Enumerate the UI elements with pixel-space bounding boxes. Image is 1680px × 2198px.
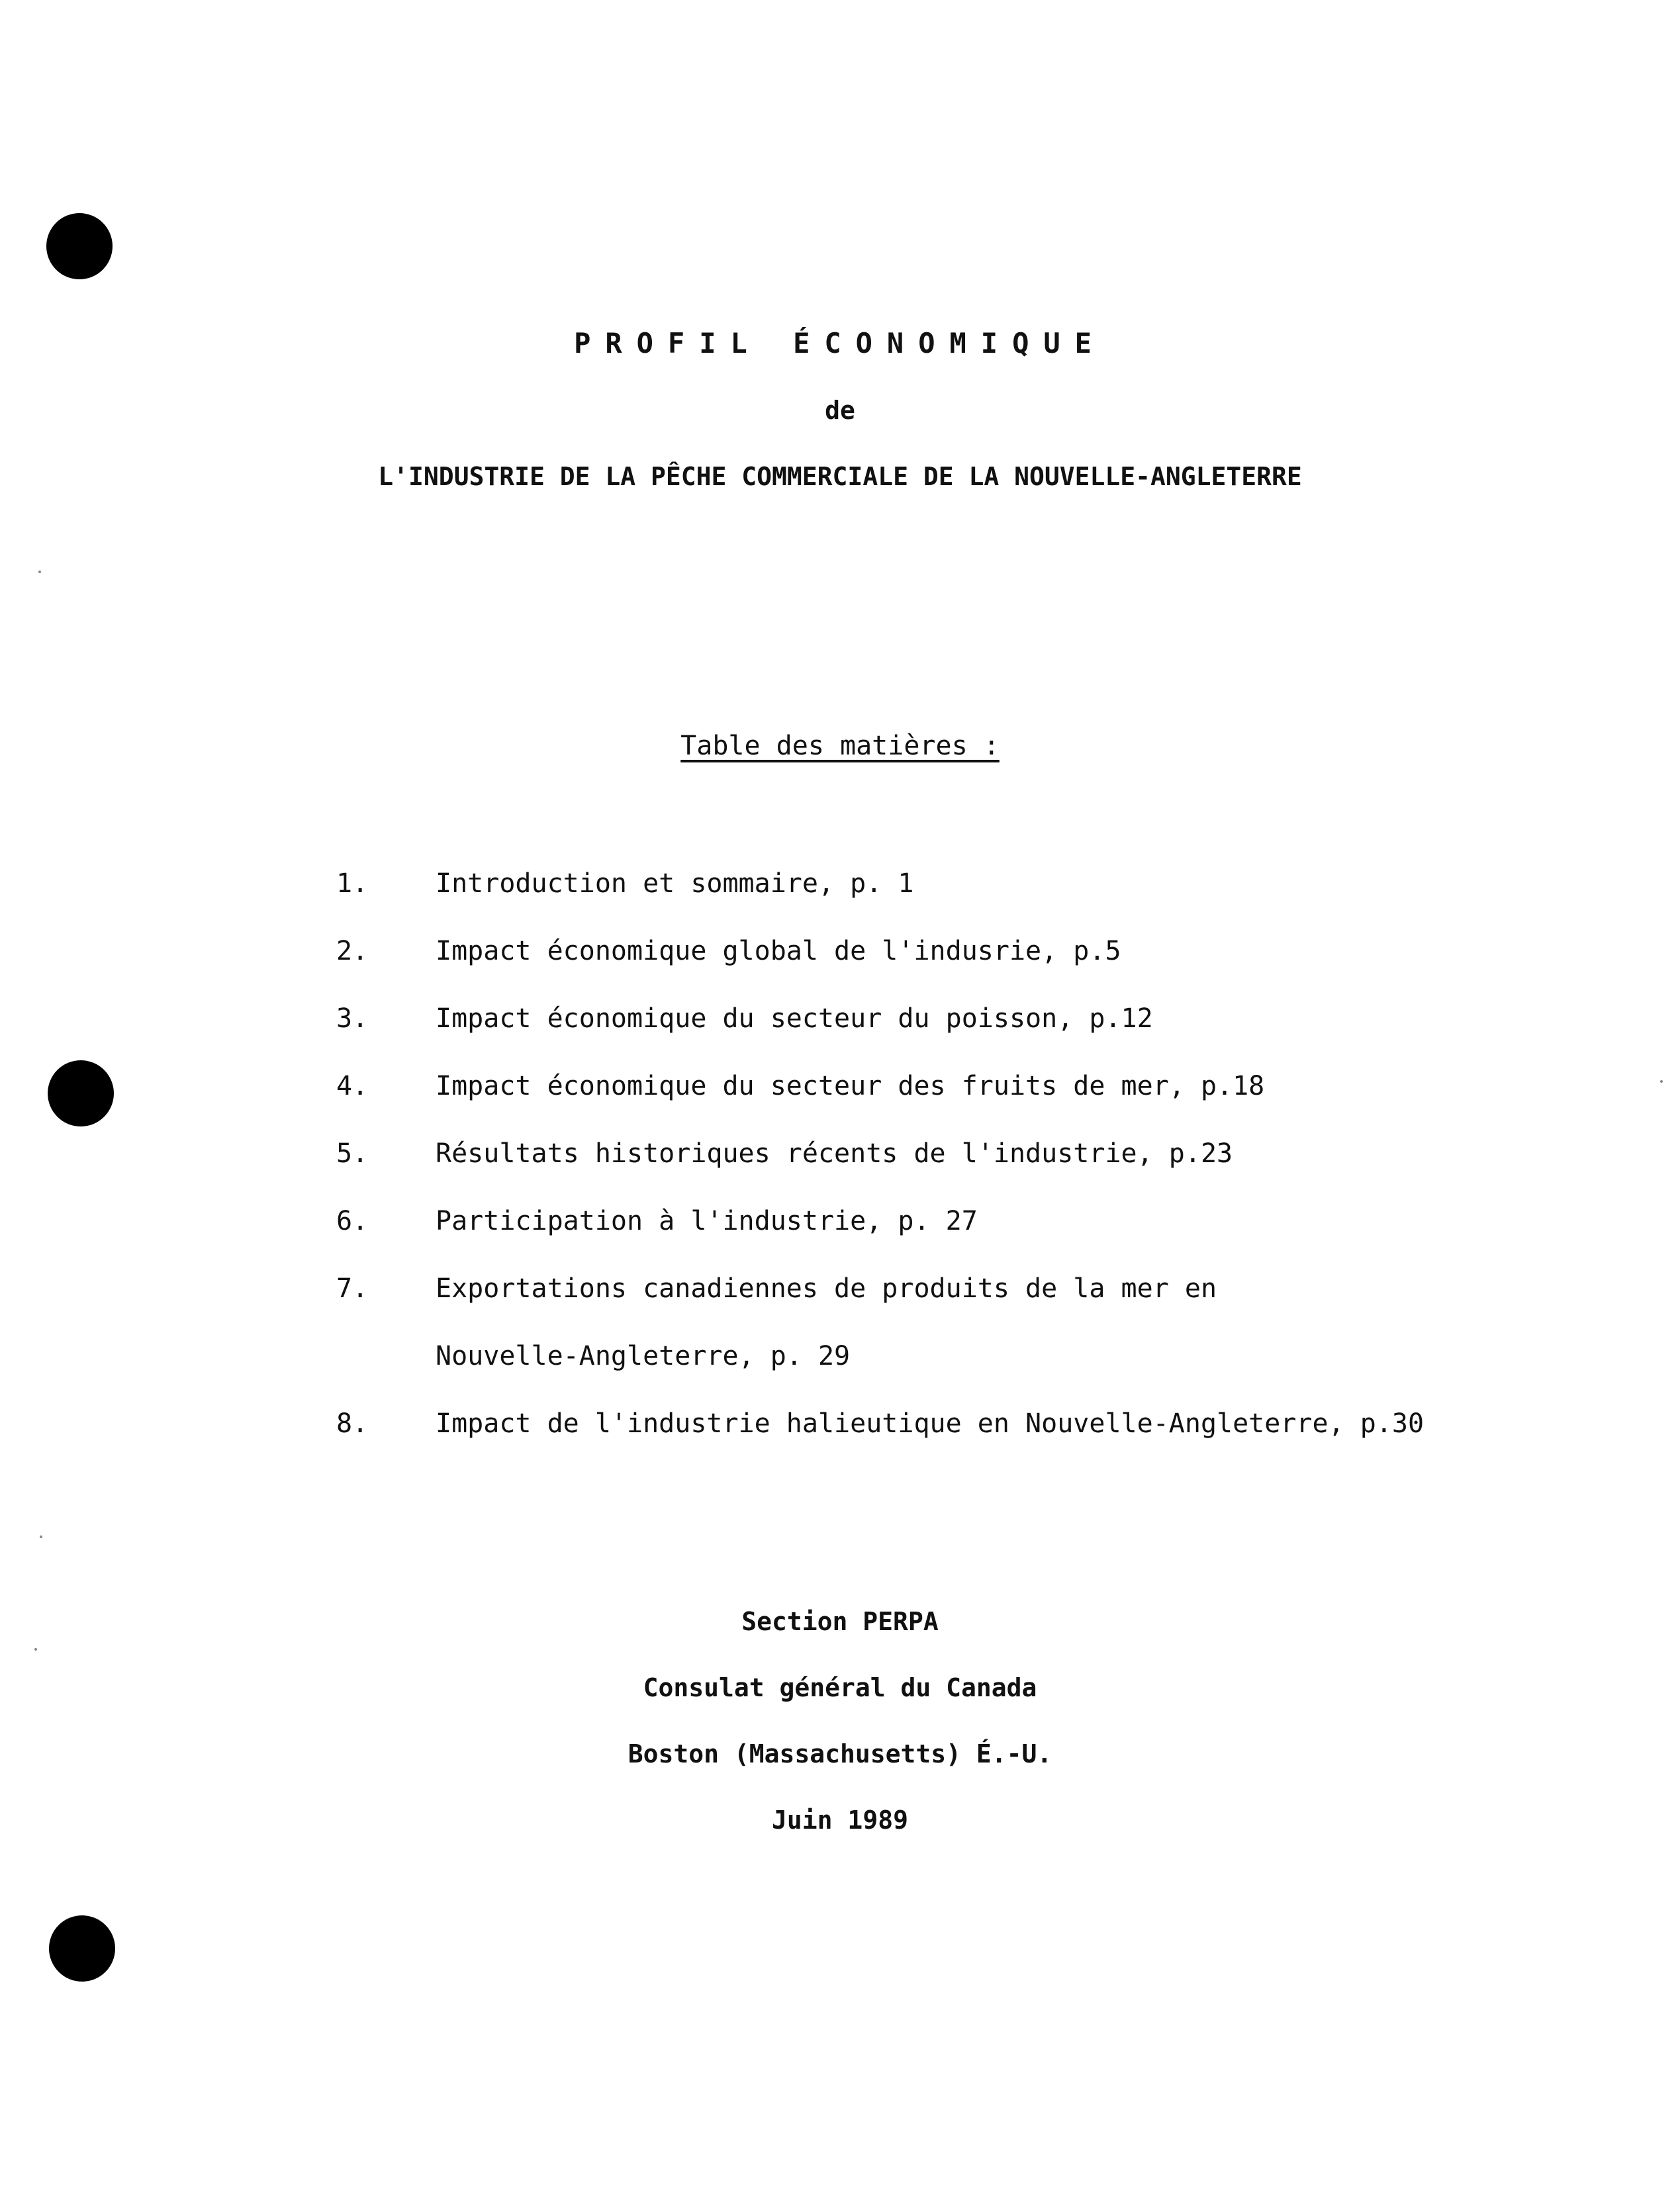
- toc-item-text: Nouvelle-Angleterre, p. 29: [436, 1341, 851, 1371]
- toc-item-number: 8.: [336, 1408, 369, 1439]
- footer-location: Boston (Massachusetts) É.-U.: [628, 1739, 1052, 1768]
- toc-item-number: 1.: [336, 868, 369, 899]
- punch-hole-top: [46, 213, 113, 279]
- toc-item-number: 4.: [336, 1071, 369, 1101]
- toc-item-number: 7.: [336, 1273, 369, 1304]
- toc-heading: Table des matières :: [680, 731, 1000, 761]
- toc-item-text: Résultats historiques récents de l'industrie, p.23: [436, 1138, 1233, 1169]
- punch-hole-middle: [48, 1060, 114, 1126]
- footer-date: Juin 1989: [772, 1806, 908, 1835]
- toc-item-number: 3.: [336, 1003, 369, 1034]
- scan-speck: [34, 1648, 37, 1651]
- toc-item-text: Impact économique du secteur du poisson, p.12: [436, 1003, 1153, 1034]
- toc-item-text: Impact économique global de l'indusrie, p.5: [436, 936, 1121, 966]
- toc-item-number: 6.: [336, 1206, 369, 1236]
- scan-speck: [40, 1535, 42, 1538]
- document-title: PROFIL ÉCONOMIQUE: [574, 327, 1106, 359]
- document-subtitle: L'INDUSTRIE DE LA PÊCHE COMMERCIALE DE LA NOUVELLE-ANGLETERRE: [378, 462, 1302, 491]
- footer-section: Section PERPA: [741, 1607, 939, 1636]
- title-connector: de: [825, 396, 855, 425]
- toc-item-text: Participation à l'industrie, p. 27: [436, 1206, 978, 1236]
- footer-organization: Consulat général du Canada: [643, 1673, 1037, 1702]
- toc-item-number: 2.: [336, 936, 369, 966]
- scan-speck: [38, 571, 41, 573]
- toc-item-text: Introduction et sommaire, p. 1: [436, 868, 914, 899]
- toc-item-text: Impact de l'industrie halieutique en Nouvelle-Angleterre, p.30: [436, 1408, 1424, 1439]
- scan-speck: [1660, 1080, 1663, 1083]
- toc-item-text: Exportations canadiennes de produits de la mer en: [436, 1273, 1217, 1304]
- punch-hole-bottom: [49, 1915, 115, 1982]
- toc-item-number: 5.: [336, 1138, 369, 1169]
- toc-item-text: Impact économique du secteur des fruits de mer, p.18: [436, 1071, 1265, 1101]
